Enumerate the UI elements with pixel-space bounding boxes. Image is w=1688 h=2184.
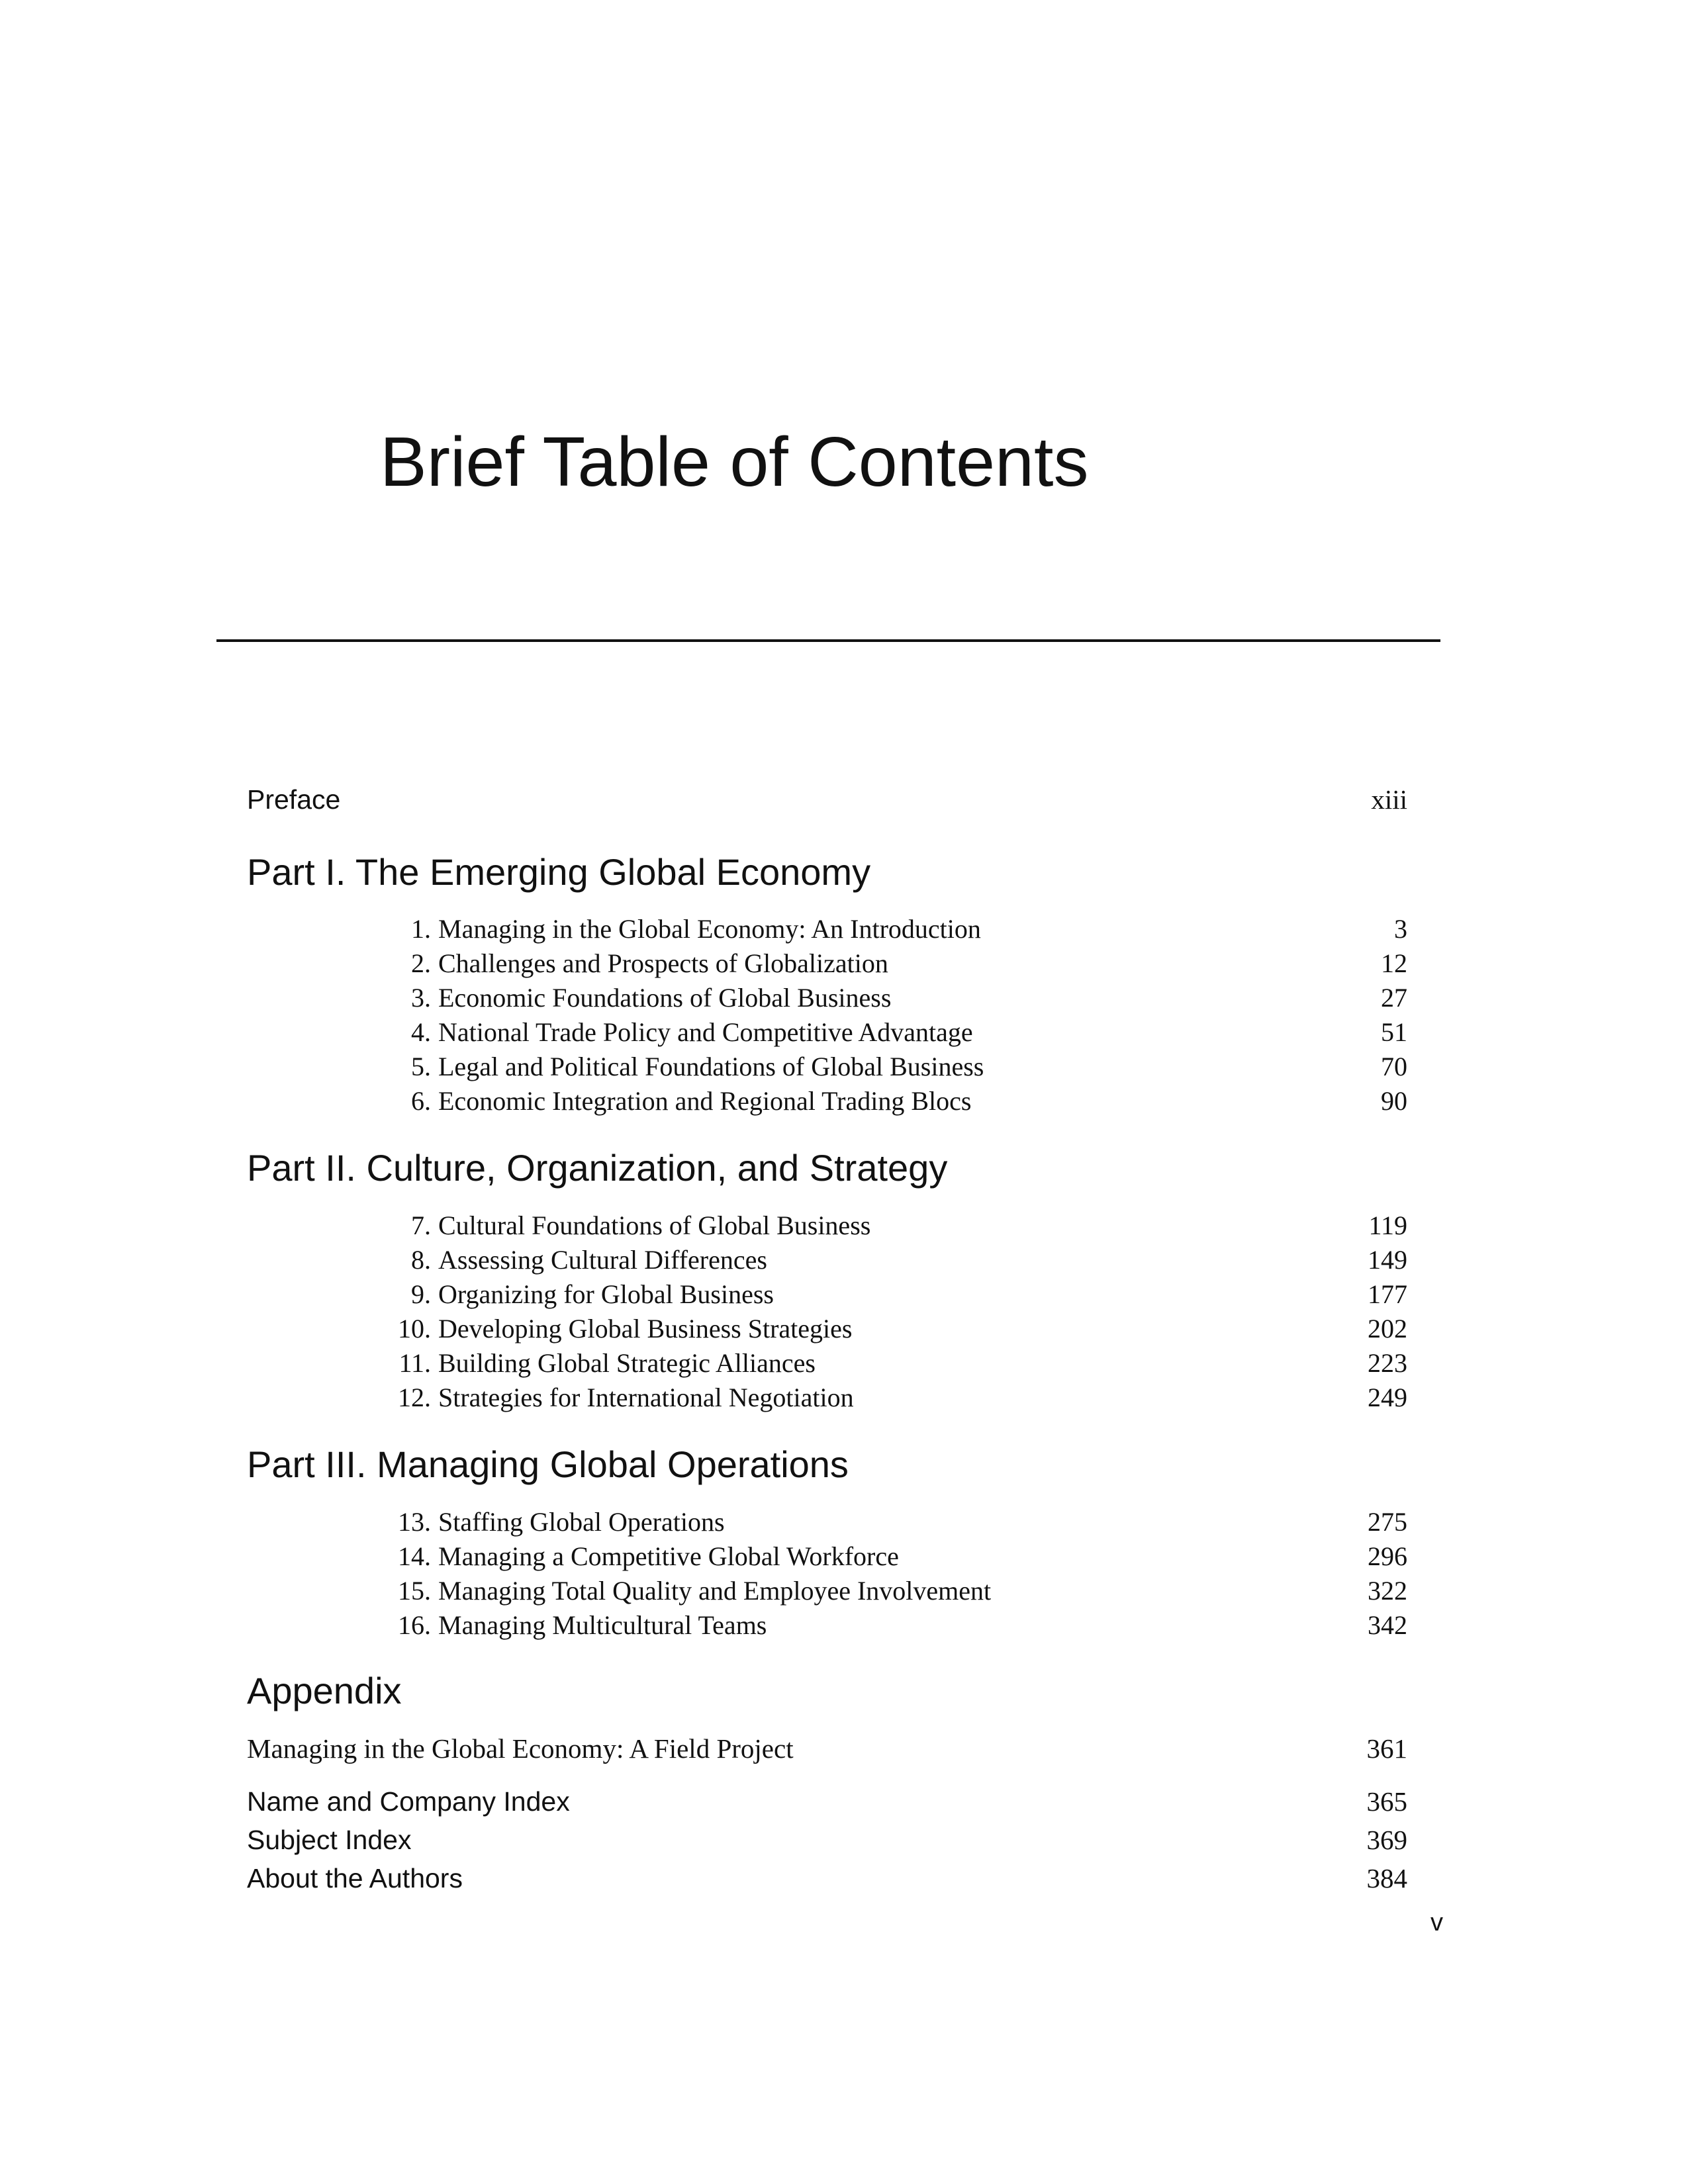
appendix-heading: Appendix	[247, 1670, 402, 1711]
preface-page: xiii	[1371, 784, 1407, 815]
toc-chapter	[247, 1243, 1407, 1277]
toc-chapter	[247, 1084, 1407, 1118]
chapter-page: 275	[1368, 1507, 1407, 1537]
chapter-number: 3.	[411, 983, 431, 1013]
toc-chapter	[247, 912, 1407, 946]
toc-chapter	[247, 946, 1407, 981]
chapter-page: 119	[1368, 1210, 1407, 1240]
chapter-number: 1.	[411, 914, 431, 944]
toc-chapter	[247, 1346, 1407, 1381]
part-heading-2: Part II. Culture, Organization, and Strategy	[247, 1147, 948, 1189]
back-matter-page: 365	[1366, 1786, 1407, 1817]
chapter-title: Managing a Competitive Global Workforce	[438, 1541, 899, 1571]
toc-entry-subject-index	[247, 1821, 1407, 1858]
chapter-number: 13.	[398, 1507, 431, 1537]
toc-entry-name-index	[247, 1783, 1407, 1820]
chapter-number: 11.	[399, 1348, 431, 1378]
toc-chapter	[247, 1312, 1407, 1346]
toc-chapter	[247, 1208, 1407, 1243]
chapter-title: Economic Integration and Regional Trading Blocs	[438, 1086, 972, 1116]
toc-chapter	[247, 1505, 1407, 1539]
table-of-contents	[247, 0, 1412, 2184]
appendix-item-label: Managing in the Global Economy: A Field Project	[247, 1733, 794, 1764]
chapter-page: 322	[1368, 1576, 1407, 1606]
chapter-title: Assessing Cultural Differences	[438, 1245, 767, 1275]
chapter-page: 51	[1381, 1017, 1407, 1047]
toc-chapter	[247, 1574, 1407, 1608]
back-matter-page: 384	[1366, 1863, 1407, 1893]
chapter-page: 249	[1368, 1383, 1407, 1412]
toc-chapter	[247, 1050, 1407, 1084]
chapter-title: Strategies for International Negotiation	[438, 1383, 854, 1412]
preface-label: Preface	[247, 784, 341, 815]
chapter-number: 6.	[411, 1086, 431, 1116]
chapter-title: Managing in the Global Economy: An Introduction	[438, 914, 981, 944]
chapter-title: Building Global Strategic Alliances	[438, 1348, 816, 1378]
toc-chapter	[247, 1277, 1407, 1312]
toc-chapter	[247, 981, 1407, 1015]
chapter-number: 9.	[411, 1279, 431, 1309]
toc-entry-preface	[247, 781, 1407, 818]
chapter-title: Legal and Political Foundations of Global Business	[438, 1052, 984, 1081]
chapter-page: 342	[1368, 1610, 1407, 1640]
toc-chapter	[247, 1608, 1407, 1643]
chapter-number: 5.	[411, 1052, 431, 1081]
chapter-title: Cultural Foundations of Global Business	[438, 1210, 871, 1240]
chapter-number: 15.	[398, 1576, 431, 1606]
chapter-page: 90	[1381, 1086, 1407, 1116]
toc-chapter	[247, 1015, 1407, 1050]
chapter-number: 14.	[398, 1541, 431, 1571]
chapter-number: 8.	[411, 1245, 431, 1275]
chapter-page: 3	[1394, 914, 1407, 944]
chapter-title: Developing Global Business Strategies	[438, 1314, 853, 1343]
chapter-number: 16.	[398, 1610, 431, 1640]
chapter-page: 12	[1381, 948, 1407, 978]
back-matter-label: Name and Company Index	[247, 1786, 570, 1817]
back-matter-page: 369	[1366, 1825, 1407, 1855]
chapter-number: 10.	[398, 1314, 431, 1343]
chapter-title: Economic Foundations of Global Business	[438, 983, 892, 1013]
chapter-page: 223	[1368, 1348, 1407, 1378]
chapter-number: 2.	[411, 948, 431, 978]
chapter-page: 177	[1368, 1279, 1407, 1309]
chapter-number: 7.	[411, 1210, 431, 1240]
back-matter-label: Subject Index	[247, 1825, 412, 1855]
page-number: v	[1430, 1909, 1443, 1936]
chapter-title: Managing Multicultural Teams	[438, 1610, 767, 1640]
page-title: Brief Table of Contents	[380, 423, 1089, 501]
chapter-title: Challenges and Prospects of Globalization	[438, 948, 888, 978]
appendix-item-page: 361	[1366, 1733, 1407, 1764]
chapter-page: 202	[1368, 1314, 1407, 1343]
chapter-page: 27	[1381, 983, 1407, 1013]
toc-chapter	[247, 1539, 1407, 1574]
part-heading-1: Part I. The Emerging Global Economy	[247, 851, 871, 893]
toc-entry-appendix	[247, 1730, 1407, 1767]
chapter-title: Organizing for Global Business	[438, 1279, 774, 1309]
chapter-page: 296	[1368, 1541, 1407, 1571]
chapter-number: 4.	[411, 1017, 431, 1047]
toc-chapter	[247, 1381, 1407, 1415]
chapter-page: 149	[1368, 1245, 1407, 1275]
chapter-page: 70	[1381, 1052, 1407, 1081]
toc-entry-about-authors	[247, 1860, 1407, 1897]
chapter-title: Staffing Global Operations	[438, 1507, 725, 1537]
back-matter-label: About the Authors	[247, 1863, 463, 1893]
chapter-number: 12.	[398, 1383, 431, 1412]
part-heading-3: Part III. Managing Global Operations	[247, 1443, 849, 1485]
chapter-title: Managing Total Quality and Employee Involvement	[438, 1576, 992, 1606]
chapter-title: National Trade Policy and Competitive Advantage	[438, 1017, 973, 1047]
